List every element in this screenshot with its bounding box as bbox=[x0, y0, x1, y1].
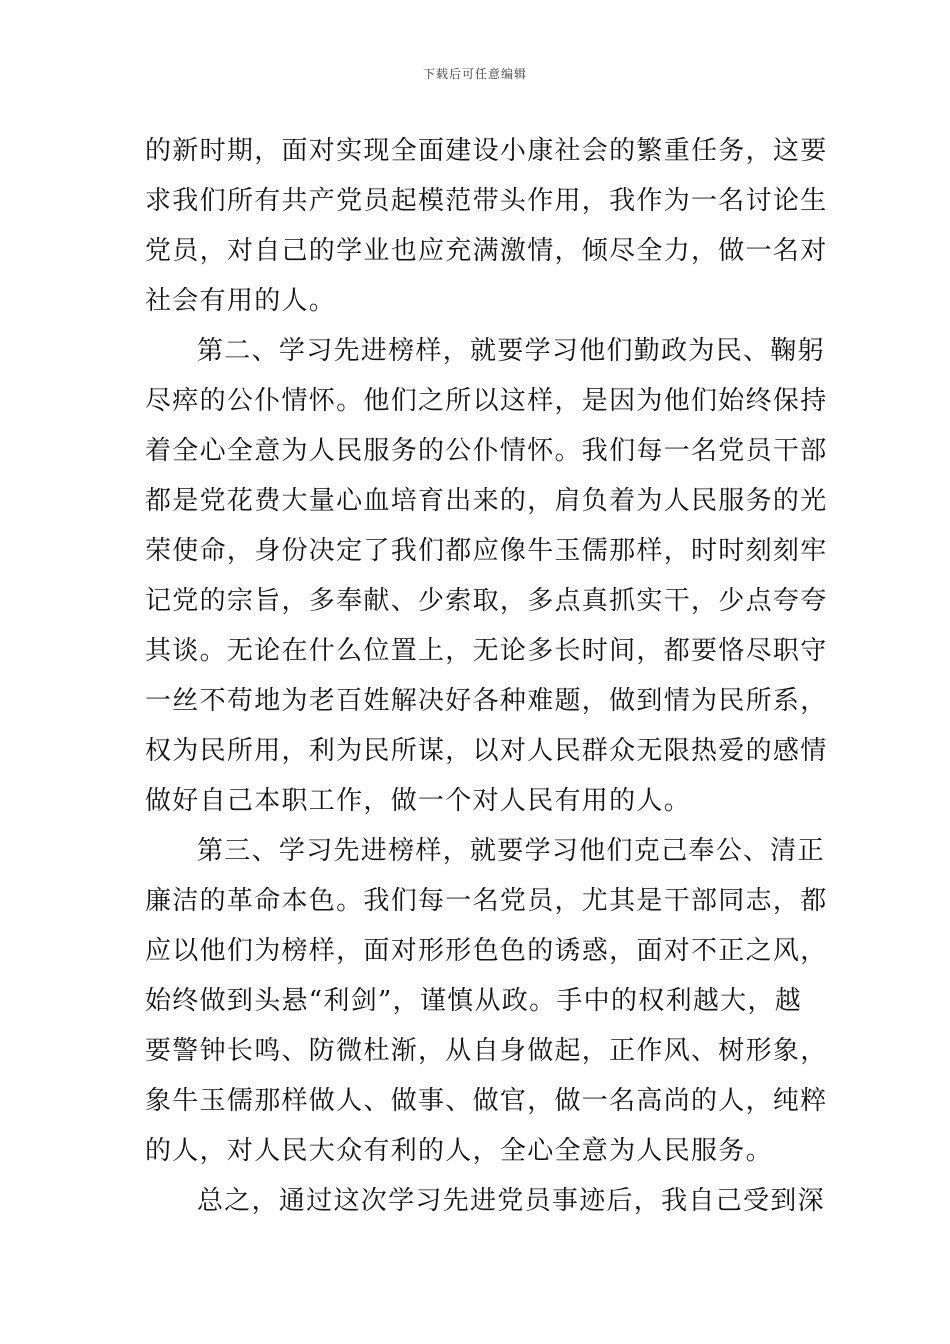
text-line: 其谈。无论在什么位置上，无论多长时间，都要恪尽职守 bbox=[145, 636, 828, 666]
text-line: 社会有用的人。 bbox=[145, 286, 337, 316]
text-line: 党员，对自己的学业也应充满激情，倾尽全力，做一名对 bbox=[145, 236, 828, 266]
text-line: 着全心全意为人民服务的公仆情怀。我们每一名党员干部 bbox=[145, 436, 828, 466]
paragraph bbox=[145, 326, 828, 826]
paragraph bbox=[145, 826, 828, 1176]
text-line: 尽瘁的公仆情怀。他们之所以这样，是因为他们始终保持 bbox=[145, 386, 828, 416]
text-line: 第二、学习先进榜样，就要学习他们勤政为民、鞠躬 bbox=[197, 336, 825, 366]
text-line: 求我们所有共产党员起模范带头作用，我作为一名讨论生 bbox=[145, 186, 828, 216]
text-line: 做好自己本职工作，做一个对人民有用的人。 bbox=[145, 786, 692, 816]
text-line: 要警钟长鸣、防微杜渐，从自身做起，正作风、树形象， bbox=[145, 1036, 828, 1066]
text-line: 象牛玉儒那样做人、做事、做官，做一名高尚的人，纯粹 bbox=[145, 1086, 828, 1116]
text-line: 廉洁的革命本色。我们每一名党员，尤其是干部同志，都 bbox=[145, 886, 828, 916]
paragraph bbox=[145, 126, 828, 326]
text-line: 一丝不苟地为老百姓解决好各种难题，做到情为民所系， bbox=[145, 686, 828, 716]
text-line: 都是党花费大量心血培育出来的，肩负着为人民服务的光 bbox=[145, 486, 828, 516]
text-line: 荣使命，身份决定了我们都应像牛玉儒那样，时时刻刻牢 bbox=[145, 536, 828, 566]
text-line: 始终做到头悬“利剑”，谨慎从政。手中的权利越大，越 bbox=[145, 986, 803, 1016]
page-header: 下载后可任意编辑 bbox=[422, 67, 527, 81]
text-line: 第三、学习先进榜样，就要学习他们克己奉公、清正 bbox=[197, 836, 825, 866]
text-line: 记党的宗旨，多奉献、少索取，多点真抓实干，少点夸夸 bbox=[145, 586, 828, 616]
text-line: 权为民所用，利为民所谋，以对人民群众无限热爱的感情 bbox=[145, 736, 828, 766]
paragraph bbox=[145, 1176, 825, 1226]
text-line: 总之，通过这次学习先进党员事迹后，我自己受到深 bbox=[197, 1186, 825, 1216]
text-line: 的新时期，面对实现全面建设小康社会的繁重任务，这要 bbox=[145, 136, 828, 166]
text-line: 应以他们为榜样，面对形形色色的诱惑，面对不正之风， bbox=[145, 936, 828, 966]
text-line: 的人，对人民大众有利的人，全心全意为人民服务。 bbox=[145, 1136, 773, 1166]
document-body bbox=[145, 126, 828, 1226]
